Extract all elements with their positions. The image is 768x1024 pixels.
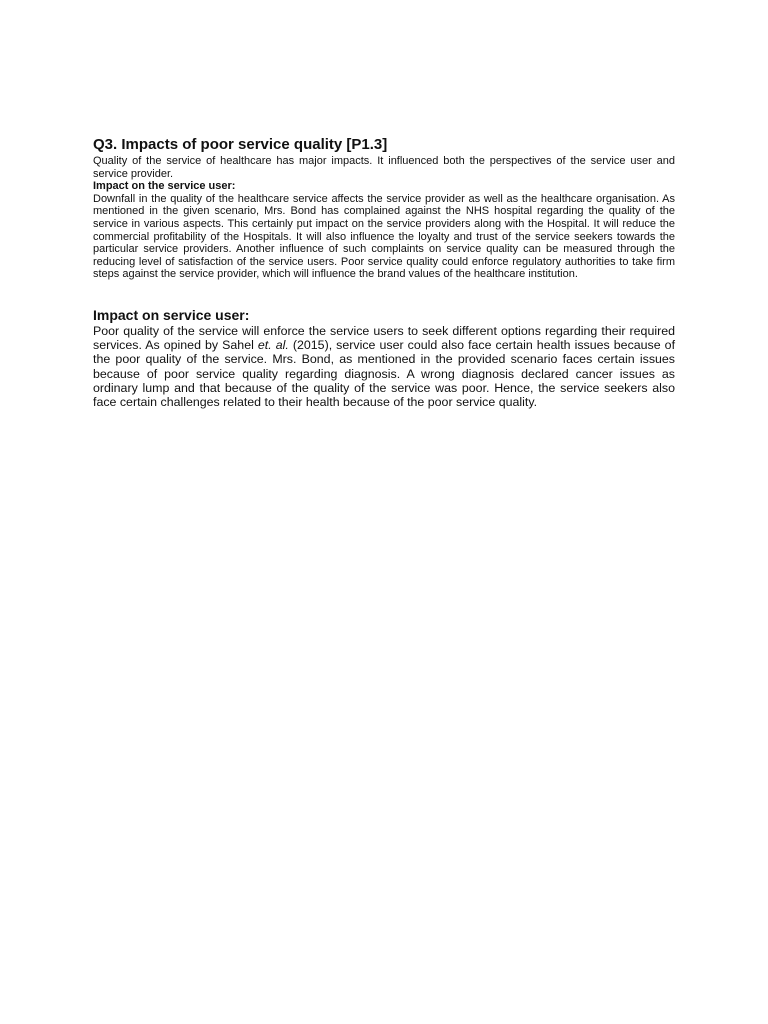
intro-paragraph: Quality of the service of healthcare has major impacts. It influenced both the perspectives of the service user and service provider.	[93, 155, 675, 180]
provider-impact-paragraph: Downfall in the quality of the healthcare service affects the service provider as well as the healthcare organisation. As mentioned in the given scenario, Mrs. Bond has complained against the NHS hospital regarding the quality of the service in various aspects. This certainly put impact on the service providers along with the Hospital. It will reduce the commercial profitability of the Hospitals. It will also influence the loyalty and trust of the service seekers towards the particular service providers. Another influence of such complaints on service quality can be measured through the reducing level of satisfaction of the service users. Poor service quality could enforce regulatory authorities to take firm steps against the service provider, which will influence the brand values of the healthcare institution.	[93, 192, 675, 281]
service-user-heading: Impact on service user:	[93, 306, 250, 323]
paragraph-text-end: (2015), service user could also face certain health issues because of the poor quality of the service. Mrs. Bond, as mentioned in the provided scenario faces certain issues because of poor service quality regarding diagnosis. A wrong diagnosis declared cancer issues as ordinary lump and that because of the quality of the service was poor. Hence, the service seekers also face certain challenges related to their health because of the poor service quality.	[93, 338, 676, 409]
service-user-paragraph	[93, 324, 675, 409]
document-page	[93, 136, 675, 409]
citation-et-al: et. al.	[257, 338, 289, 353]
question-title: Q3. Impacts of poor service quality [P1.3]	[93, 136, 388, 153]
service-user-subheading: Impact on the service user:	[93, 180, 236, 193]
paragraph-text-start: Poor quality of the service will enforce the service users to seek different options regarding their required services. As opined by Sahel	[93, 323, 675, 353]
